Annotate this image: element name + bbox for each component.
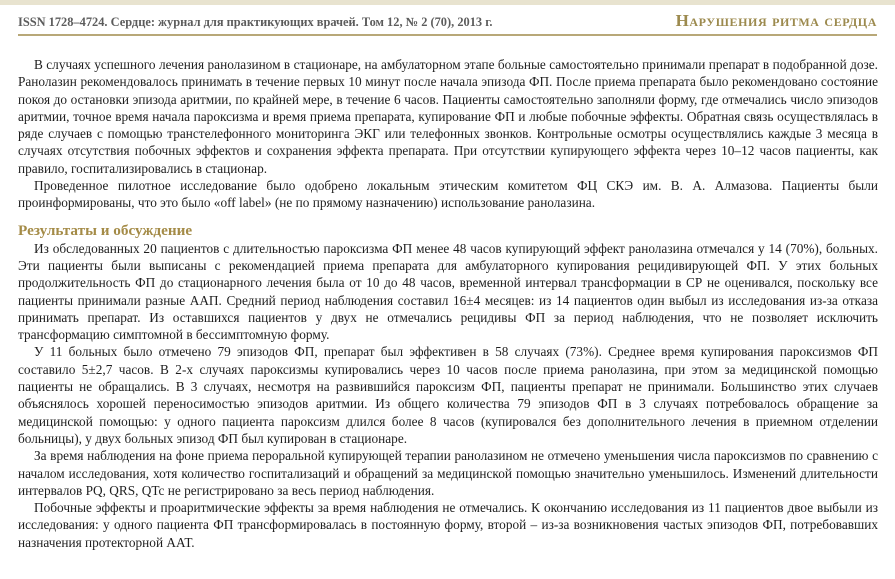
header-divider — [18, 34, 877, 36]
paragraph-results-observation: За время наблюдения на фоне приема пероральной купирующей терапии ранолазином не отмечено уменьшения числа пароксизмов по сравнению с началом исследования, хотя количество госпитализаций и обращений за медицинской помощью значительно уменьшилось. Изменений длительности интервалов PQ, QRS, QTc не регистрировано за весь период наблюдения. — [18, 448, 878, 498]
paragraph-results-efficacy: Из обследованных 20 пациентов с длительностью пароксизма ФП менее 48 часов купирующий эффект ранолазина отмечался у 14 (70%), больных. Эти пациенты были выписаны с рекомендацией приема препарата для амбулаторного купирования рецидивирующей ФП. У этих больных продолжительность ФП до стационарного лечения была от 10 до 48 часов, временной интервал трансформации в СР не оценивался, поскольку все пациенты принимали разные ААП. Средний период наблюдения составил 16±4 месяцев: из 14 пациентов один выбыл из исследования из-за отказа принимать препарат. Из оставшихся пациентов у двух не отмечались рецидивы ФП за период наблюдения, что не позволяет исключить трансформацию симптомной в бессимптомную форму. — [18, 240, 878, 343]
paragraph-results-episodes: У 11 больных было отмечено 79 эпизодов ФП, препарат был эффективен в 58 случаях (73%). Среднее время купирования пароксизмов ФП составило 5±2,7 часов. В 2-х случаях пароксизмы купировались через 10 часов после приема ранолазина, при этом за медицинской помощью пациенты не обращались. В 3 случаях, несмотря на развившийся пароксизм ФП, пациенты препарат не принимали. Большинство этих случаев объяснялось хорошей переносимостью эпизодов аритмии. Из общего количества 79 эпизодов ФП в 3 случаях потребовалось обращение за медицинской помощью: у одного пациента пароксизм длился более 8 часов (купировался без дополнительного лечения в приемном отделении больницы), у двух больных эпизод ФП был купирован в стационаре. — [18, 344, 878, 446]
paragraph-ambulatory-regimen: В случаях успешного лечения ранолазином в стационаре, на амбулаторном этапе больные самостоятельно принимали препарат в подобранной дозе. Ранолазин рекомендовалось принимать в течение первых 10 минут после начала эпизода ФП. После приема препарата было рекомендовано состояние покоя до остановки эпизода аритмии, по крайней мере, в течение 6 часов. Пациенты самостоятельно заполняли форму, где отмечались число эпизодов аритмии, точное время начала пароксизма и время приема препарата, купирование ФП и любые побочные эффекты. Обратная связь осуществлялась в ряде случаев с помощью транстелефонного мониторинга ЭКГ или телефонных звонков. Контрольные осмотры осуществлялись каждые 3 месяца в случаях отсутствия побочных эффектов и сохранения эффекта препарата. При отсутствии купирующего эффекта через 10–12 часов пациенты, как правило, госпитализировались в стационар. — [18, 57, 878, 176]
journal-citation: ISSN 1728–4724. Сердце: журнал для практикующих врачей. Том 12, № 2 (70), 2013 г. — [18, 15, 493, 29]
paragraph-ethics-approval: Проведенное пилотное исследование было одобрено локальным этическим комитетом ФЦ СКЭ им. В. А. Алмазова. Пациенты были проинформированы, что это было «off label» (не по прямому назначению) использование ранолазина. — [18, 178, 878, 211]
section-title: Нарушения ритма сердца — [675, 11, 877, 30]
paragraph-results-side-effects: Побочные эффекты и проаритмические эффекты за время наблюдения не отмечались. К окончанию исследования из 11 пациентов двое выбыли из исследования: у одного пациента ФП трансформировалась в постоянную форму, второй – из-за возникновения частых эпизодов ФП, потребовавших назначения протекторной ААТ. — [18, 500, 878, 550]
article-body — [18, 56, 878, 551]
running-header — [18, 9, 877, 33]
results-heading: Результаты и обсуждение — [18, 221, 193, 239]
top-decorative-bar — [0, 0, 895, 5]
